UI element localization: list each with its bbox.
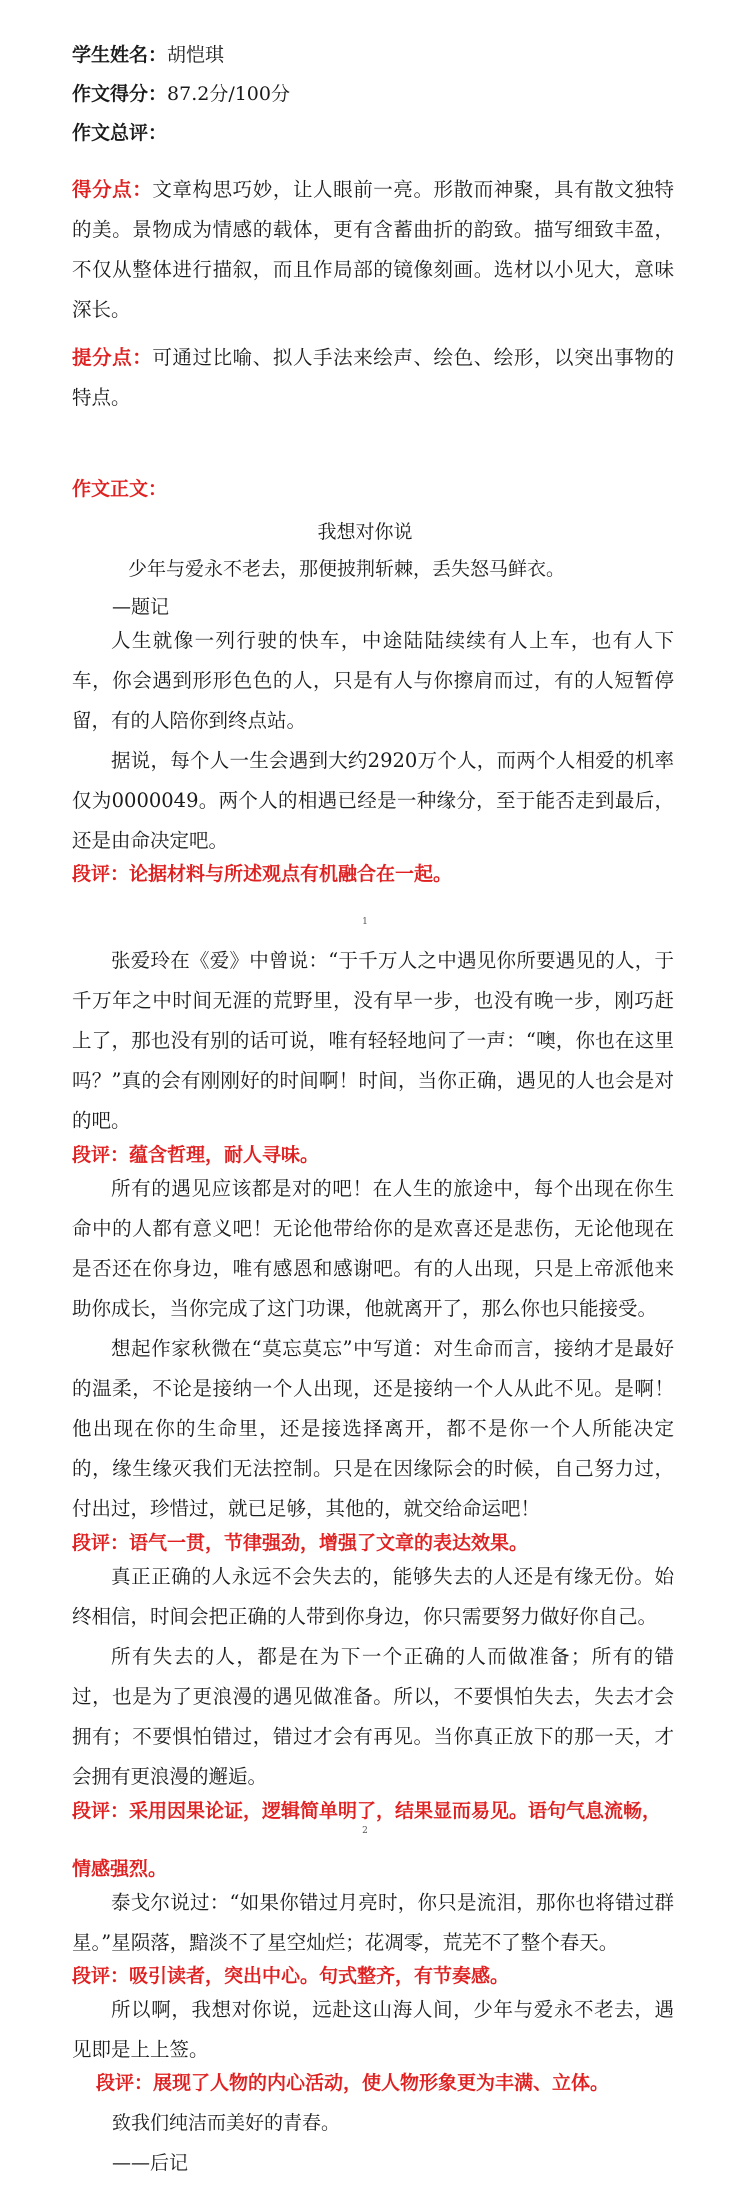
comment-4-continued: 情感强烈。 <box>72 1858 168 1880</box>
paragraph-8: 泰戈尔说过：“如果你错过月亮时，你只是流泪，那你也将错过群星。”星陨落，黯淡不了星空灿烂；花凋零，荒芜不了整个春天。 <box>72 1891 674 1954</box>
page-number-1: 1 <box>362 917 368 927</box>
essay-title: 我想对你说 <box>317 521 413 543</box>
merit-paragraph <box>72 170 674 330</box>
comment-3: 段评：语气一贯，节律强劲，增强了文章的表达效果。 <box>72 1532 529 1554</box>
merit-label: 得分点： <box>72 178 153 201</box>
student-name: 胡恺琪 <box>167 44 225 66</box>
paragraph-5: 想起作家秋微在“莫忘莫忘”中写道：对生命而言，接纳才是最好的温柔，不论是接纳一个人出现，还是接纳一个人从此不见。是啊！他出现在你的生命里，还是接选择离开，都不是你一个人所能决定的，缘生缘灭我们无法控制。只是在因缘际会的时候，自己努力过，付出过，珍惜过，就已足够，其他的，就交给命运吧！ <box>72 1337 674 1520</box>
score-row <box>72 81 670 107</box>
improve-label: 提分点： <box>72 346 153 369</box>
score-label: 作文得分： <box>72 83 168 105</box>
student-name-row <box>72 42 670 68</box>
page-number-2: 2 <box>362 1826 368 1836</box>
merit-text: 文章构思巧妙，让人眼前一亮。形散而神聚，具有散文独特的美。景物成为情感的载体，更有含蓄曲折的韵致。描写细致丰盈，不仅从整体进行描叙，而且作局部的镜像刻画。选材以小见大，意味深长。 <box>72 178 674 321</box>
improve-paragraph <box>72 338 674 418</box>
paragraph-4: 所有的遇见应该都是对的吧！在人生的旅途中，每个出现在你生命中的人都有意义吧！无论他带给你的是欢喜还是悲伤，无论他现在是否还在你身边，唯有感恩和感谢吧。有的人出现，只是上帝派他来助你成长，当你完成了这门功课，他就离开了，那么你也只能接受。 <box>72 1177 674 1320</box>
comment-6: 段评：展现了人物的内心活动，使人物形象更为丰满、立体。 <box>96 2072 610 2094</box>
comment-2: 段评：蕴含哲理，耐人寻味。 <box>72 1144 320 1166</box>
paragraph-3: 张爱玲在《爱》中曾说：“于千万人之中遇见你所要遇见的人，于千万年之中时间无涯的荒野里，没有早一步，也没有晚一步，刚巧赶上了，那也没有别的话可说，唯有轻轻地问了一声：“噢，你也在这里吗？”真的会有刚刚好的时间啊！时间，当你正确，遇见的人也会是对的吧。 <box>72 949 674 1132</box>
paragraph-9: 所以啊，我想对你说，远赴这山海人间，少年与爱永不老去，遇见即是上上签。 <box>72 1998 674 2061</box>
essay-label: 作文正文： <box>72 478 168 500</box>
comment-4: 段评：采用因果论证，逻辑简单明了，结果显而易见。语句气息流畅， <box>72 1800 662 1822</box>
paragraph-7: 所有失去的人，都是在为下一个正确的人而做准备；所有的错过，也是为了更浪漫的遇见做准备。所以，不要惧怕失去，失去才会拥有；不要惧怕错过，错过才会有再见。当你真正放下的那一天，才会拥有更浪漫的邂逅。 <box>72 1645 674 1788</box>
paragraph-10: 致我们纯洁而美好的青春。 <box>112 2112 341 2134</box>
paragraph-1: 人生就像一列行驶的快车，中途陆陆续续有人上车，也有人下车，你会遇到形形色色的人，只是有人与你擦肩而过，有的人短暂停留，有的人陪你到终点站。 <box>72 629 674 732</box>
epigraph-source: —题记 <box>112 596 170 618</box>
overall-comment-label: 作文总评： <box>72 122 168 144</box>
paragraph-2: 据说，每个人一生会遇到大约2920万个人，而两个人相爱的机率仅为0000049。两个人的相遇已经是一种缘分，至于能否走到最后，还是由命决定吧。 <box>72 749 674 852</box>
student-name-label: 学生姓名： <box>72 44 168 66</box>
epigraph: 少年与爱永不老去，那便披荆斩棘，丢失怒马鲜衣。 <box>128 558 566 580</box>
improve-text: 可通过比喻、拟人手法来绘声、绘色、绘形，以突出事物的特点。 <box>72 346 674 409</box>
comment-5: 段评：吸引读者，突出中心。句式整齐，有节奏感。 <box>72 1965 510 1987</box>
score-value: 87.2分/100分 <box>167 83 290 105</box>
postscript: ——后记 <box>112 2152 189 2174</box>
paragraph-6: 真正正确的人永远不会失去的，能够失去的人还是有缘无份。始终相信，时间会把正确的人带到你身边，你只需要努力做好你自己。 <box>72 1565 674 1628</box>
comment-1: 段评：论据材料与所述观点有机融合在一起。 <box>72 863 453 885</box>
